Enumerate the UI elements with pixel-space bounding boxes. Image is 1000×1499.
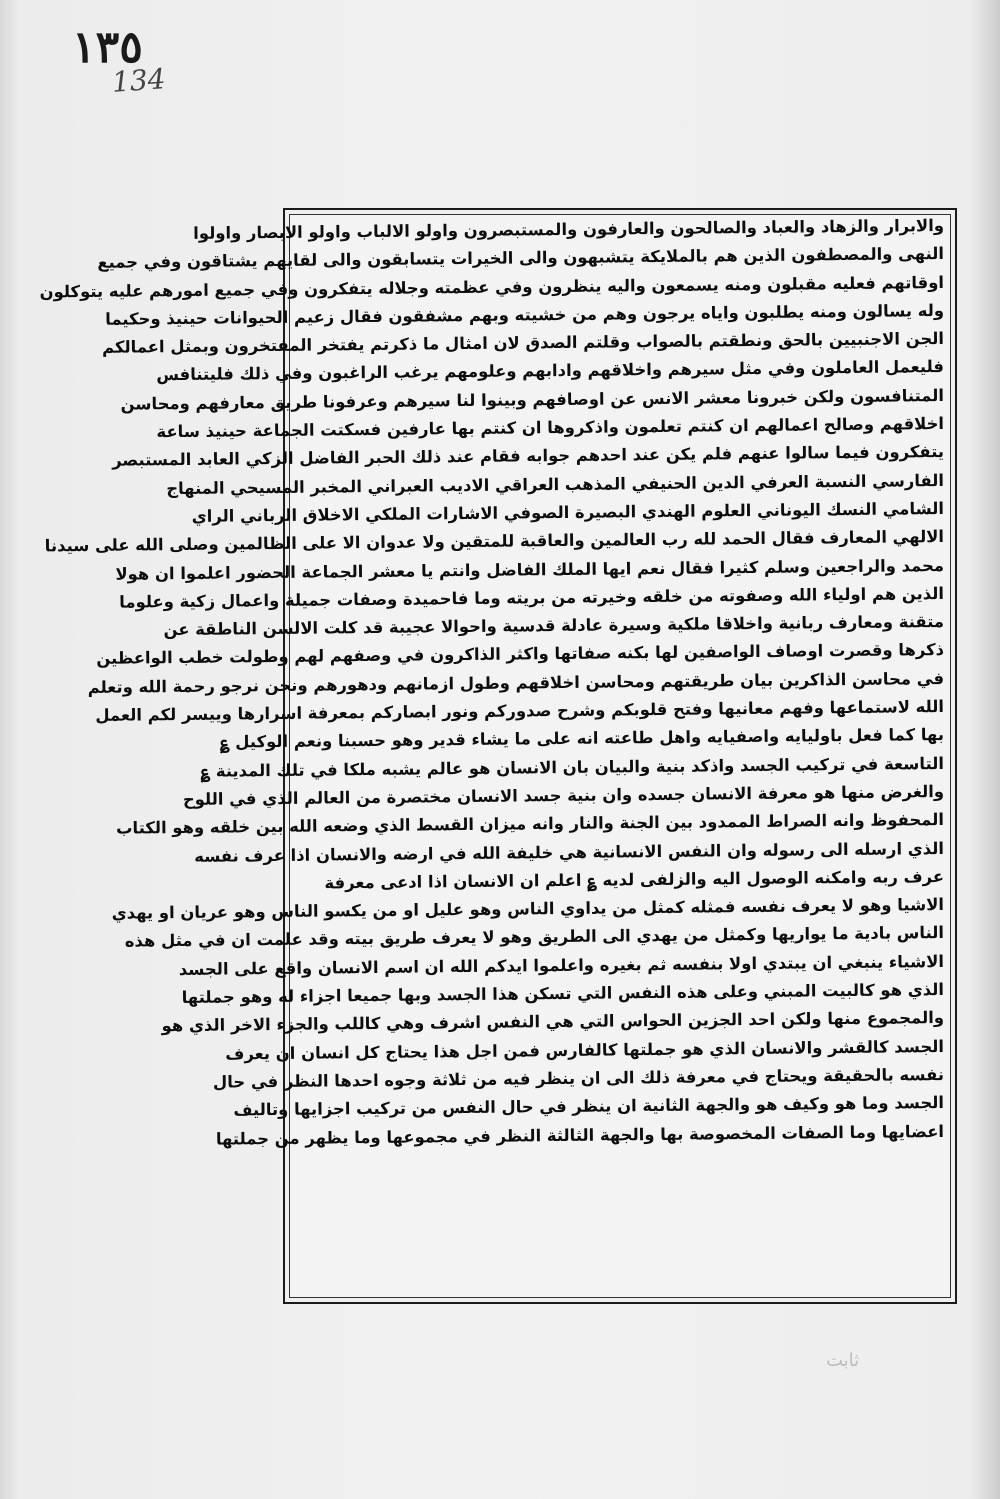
manuscript-line: والمجموع منها ولكن احد الجزين الحواس التي هي النفس اشرف وهي كاللب والجزء الاخر الذي هو [161, 1008, 945, 1036]
manuscript-line: الشامي النسك اليوناني العلوم الهندي البصيرة الصوفي الاشارات الملكي الاخلاق الرباني الراي [191, 498, 945, 526]
manuscript-line: الجسد وما هو وكيف هو والجهة الثانية ان ينظر في حال النفس من تركيب اجزايها وتاليف [233, 1093, 945, 1120]
folio-number-pencil: 134 [110, 62, 167, 99]
manuscript-line: الالهي المعارف فقال الحمد لله رب العالمين والعاقبة للمتقين ولا عدوان الا على الظالمين وصلى الله على سيدنا [44, 527, 945, 556]
manuscript-line: اوقاتهم فعليه مقبلون ومنه يسمعون واليه ينظرون وفي عظمته وجلاله يتفكرون وفي جميع امورهم عليه يتوكلون [39, 272, 945, 302]
manuscript-line: يتفكرون فيما سالوا عنهم فلم يكن عند احدهم جوابه فقام عند ذلك الحبر الفاضل الزكي العابد المستبصر [112, 442, 945, 471]
manuscript-line: وله يسالون ومنه يطلبون واياه يرجون وهم من خشيته وبهم مشفقون فقال زعيم الحيوانات حينيذ وحكيما [105, 300, 945, 329]
manuscript-line: الفارسي النسبة العرفي الدين الحنيفي المذهب العراقي الاديب العبراني المخبر المسيحي المنهاج [166, 470, 945, 498]
manuscript-line: اعضايها وما الصفات المخصوصة بها والجهة الثالثة النظر في مجموعها وما يظهر من جملتها [215, 1121, 945, 1149]
bottom-pencil-note: ثابت [826, 1350, 860, 1371]
manuscript-line: والغرض منها هو معرفة الانسان جسده وان بنية جسد الانسان مختصرة من العالم الذي في اللوح [182, 781, 945, 809]
manuscript-line: الذين هم اولياء الله وصفوته من خلقه وخيرته من بريته وما فاحميدة وصفات جميلة واعمال زكية وعلوما [119, 583, 945, 612]
manuscript-line: نفسه بالحقيقة ويحتاج في معرفة ذلك الى ان ينظر فيه من ثلاثة وجوه احدها النظر في حال [212, 1064, 945, 1092]
manuscript-line: المحفوظ وانه الصراط الممدود بين الجنة والنار وانه ميزان القسط الذي وضعه الله بين خلقه وهو الكتاب [115, 810, 945, 838]
manuscript-line: المتنافسون ولكن خبرونا معشر الانس عن اوصافهم وبينوا لنا سيرهم وعرفونا طريق معارفهم ومحاسن [120, 385, 945, 414]
manuscript-line: في محاسن الذاكرين بيان طريقتهم ومحاسن اخلاقهم وطول ازمانهم ودهورهم ونحن نرجو رحمة الله وتعلم [87, 668, 945, 697]
manuscript-line: الذي هو كالبيت المبني وعلى هذه النفس التي تسكن هذا الجسد وبها جميعا اجزاء له وهو جملتها [181, 980, 945, 1007]
manuscript-line: والابرار والزهاد والعباد والصالحون والعارفون والمستبصرون واولو الالباب واولو الابصار واولوا [193, 216, 945, 243]
page-edge-shadow [970, 0, 1000, 1499]
manuscript-line: الاشياء ينبغي ان يبتدي اولا بنفسه ثم بغيره واعلموا ايدكم الله ان اسم الانسان واقع على الجسد [178, 951, 945, 979]
manuscript-line: عرف ربه وامكنه الوصول اليه والزلفى لديه ؏ اعلم ان الانسان اذا ادعى معرفة [324, 866, 945, 893]
manuscript-line: الجن الاجنبيين بالحق ونطقتم بالصواب وقلتم الصدق لان امثال ما ذكرتم يفتخر المفتخرون وبمثل اعمالكم [101, 329, 945, 358]
manuscript-line: فليعمل العاملون وفي مثل سيرهم واخلاقهم وادابهم وعلومهم يرغب الراغبون وفي ذلك فليتنافس [156, 357, 945, 385]
manuscript-line: محمد والراجعين وسلم كثيرا فقال نعم ايها الملك الفاضل وانتم يا معشر الجماعة الحضور اعلموا ان هولا [115, 555, 945, 584]
manuscript-text-block [39, 212, 945, 1296]
manuscript-line: الناس بادية ما يواريها وكمثل من يهدي الى الطريق وهو لا يعرف طريق بيته وقد علمت ان في مثل هذه [124, 923, 945, 952]
manuscript-line: النهى والمصطفون الذين هم بالملايكة يتشبهون والى الخيرات يتسابقون والى لقايهم يشتاقون وفي جميع [97, 244, 945, 273]
manuscript-line: الله لاستماعها وفهم معانيها وفتح قلوبكم وشرح صدوركم ونور ابصاركم بمعرفة اسرارها وييسر لكم العمل [95, 697, 945, 725]
manuscript-line: اخلاقهم وصالح اعمالهم ان كنتم تعلمون واذكروها ان كنتم بها عارفين فسكتت الجماعة حينيذ ساعة [156, 414, 945, 442]
manuscript-line: التاسعة في تركيب الجسد واذكد بنية والبيان بان الانسان هو عالم يشبه ملكا في تلك المدينة ؏ [200, 753, 945, 781]
folio-number-ink: ١٣٥ [72, 22, 143, 73]
manuscript-line: بها كما فعل باوليايه واصفيايه واهل طاعته انه على ما يشاء قدير وهو حسبنا ونعم الوكيل ؏ [219, 725, 945, 752]
manuscript-line: ذكرها وقصرت اوصاف الواصفين لها بكنه صفاتها واكثر الذاكرون في وصفهم لهم وطولت خطب الواعظين [96, 640, 945, 669]
manuscript-line: الذي ارسله الى رسوله وان النفس الانسانية هي خليفة الله في ارضه والانسان اذا عرف نفسه [194, 838, 945, 866]
manuscript-line: متقنة ومعارف ربانية واخلاقا ملكية وسيرة عادلة قدسية واحوالا عجيبة قد كلت الالسن الناطقة عن [163, 612, 945, 640]
manuscript-line: الاشيا وهو لا يعرف نفسه فمثله كمثل من يداوي الناس وهو عليل او من يكسو الناس وهو عريان او يهدي [111, 895, 945, 923]
manuscript-line: الجسد كالقشر والانسان الذي هو جملتها كالفارس فمن اجل هذا يحتاج كل انسان ان يعرف [225, 1036, 945, 1064]
